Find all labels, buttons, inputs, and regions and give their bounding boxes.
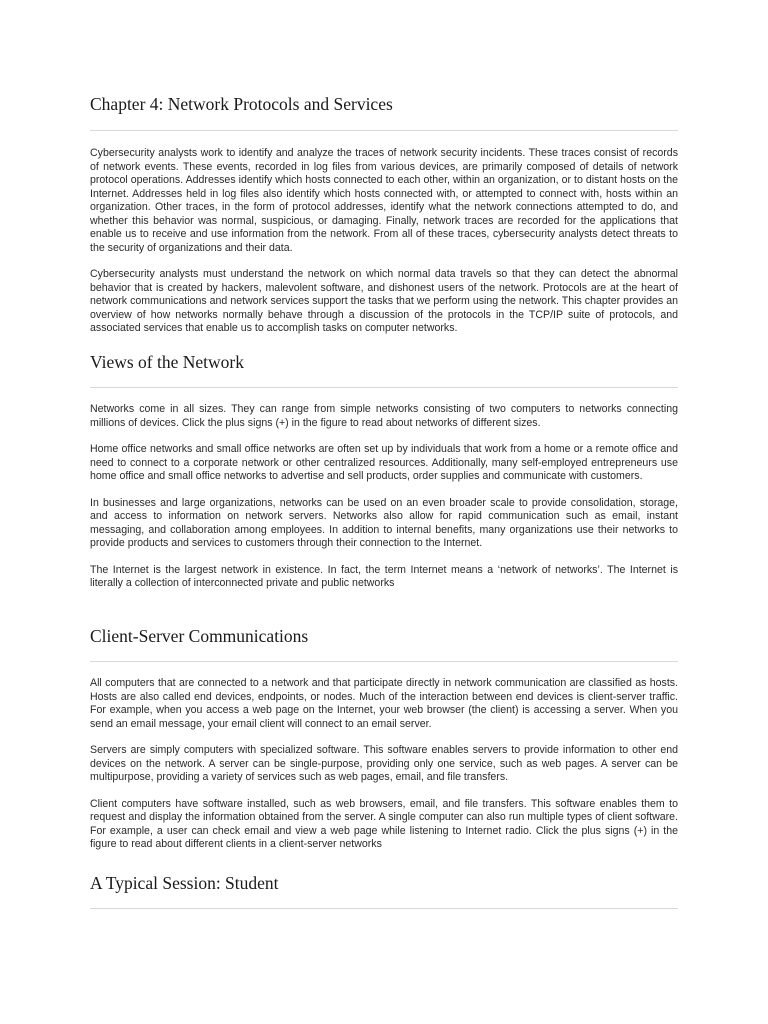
- section-heading: Views of the Network: [90, 352, 244, 372]
- paragraph: Servers are simply computers with specialized software. This software enables servers to provide information to other end devices on the network. A server can be single-purpose, providing only one service, such as web pages. A server can be multipurpose, providing a variety of services such as web pages, email, and file transfers.: [90, 744, 678, 783]
- section-typical-session: [90, 872, 678, 909]
- paragraph: Cybersecurity analysts must understand the network on which normal data travels so that they can detect the abnormal behavior that is created by hackers, malevolent software, and dishonest users of the network. Protocols are at the heart of network communications and network services support the tasks that we perform using the network. This chapter provides an overview of how networks normally behave through a discussion of the protocols in the TCP/IP suite of protocols, and associated services that enable us to accomplish tasks on computer networks.: [90, 268, 678, 334]
- section-client-server: [90, 625, 678, 852]
- paragraph: All computers that are connected to a network and that participate directly in network communication are classified as hosts. Hosts are also called end devices, endpoints, or nodes. Much of the interaction between end devices is client-server traffic. For example, when you access a web page on the Internet, your web browser (the client) is accessing a server. When you send an email message, your email client will connect to an email server.: [90, 677, 678, 730]
- paragraph: The Internet is the largest network in existence. In fact, the term Internet means a ‘network of networks’. The Internet is literally a collection of interconnected private and public networks: [90, 563, 678, 589]
- paragraph: In businesses and large organizations, networks can be used on an even broader scale to provide consolidation, storage, and access to information on network servers. Networks also allow for rapid communication such as email, instant messaging, and collaboration among employees. In addition to internal benefits, many organizations use their networks to provide products and services to customers through their connection to the Internet.: [90, 496, 678, 549]
- paragraph: Cybersecurity analysts work to identify and analyze the traces of network security incidents. These traces consist of records of network events. These events, recorded in log files from various devices, are primarily composed of details of network protocol operations. Addresses identify which hosts connected to each other, within an organization, or to distant hosts on the Internet. Addresses held in log files also identify which hosts connected with, or attempted to connect with, hosts within an organization. Other traces, in the form of protocol addresses, identify what the network connections attempted to do, and whether this behavior was normal, suspicious, or damaging. Finally, network traces are recorded for the applications that enable us to receive and use information from the network. From all of these traces, cybersecurity analysts detect threats to the security of organizations and their data.: [90, 147, 678, 254]
- paragraph: Home office networks and small office networks are often set up by individuals that work from a home or a remote office and need to connect to a corporate network or other centralized resources. Additionally, many self-employed entrepreneurs use home office and small office networks to advertise and sell products, order supplies and communicate with customers.: [90, 443, 678, 482]
- section-chapter-4: [90, 93, 678, 336]
- section-heading: A Typical Session: Student: [90, 873, 279, 893]
- section-views-of-the-network: [90, 351, 678, 591]
- section-divider: [90, 387, 678, 388]
- section-divider: [90, 908, 678, 909]
- section-heading: Client-Server Communications: [90, 626, 309, 646]
- paragraph: Client computers have software installed, such as web browsers, email, and file transfers. This software enables them to request and display the information obtained from the server. A single computer can also run multiple types of client software. For example, a user can check email and view a web page while listening to Internet radio. Click the plus signs (+) in the figure to read about different clients in a client-server networks: [90, 797, 678, 850]
- chapter-title: Chapter 4: Network Protocols and Services: [90, 94, 393, 114]
- section-divider: [90, 661, 678, 662]
- paragraph: Networks come in all sizes. They can range from simple networks consisting of two computers to networks connecting millions of devices. Click the plus signs (+) in the figure to read about networks of different sizes.: [90, 403, 678, 429]
- section-divider: [90, 130, 678, 131]
